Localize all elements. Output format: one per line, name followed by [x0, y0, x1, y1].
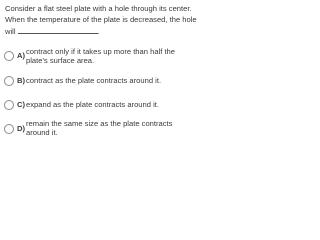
answer-blank [18, 33, 98, 34]
option-b-radio[interactable] [4, 76, 14, 86]
question-card [0, 0, 200, 150]
option-b-text: contract as the plate contracts around it. [26, 76, 162, 85]
option-d[interactable] [4, 118, 198, 138]
option-d-radio[interactable] [4, 124, 14, 134]
option-a-radio[interactable] [4, 51, 14, 61]
option-c[interactable] [4, 100, 198, 120]
question-end-punct: . [97, 26, 100, 36]
option-d-letter: D) [17, 124, 26, 133]
option-c-letter: C) [17, 100, 26, 109]
option-b-letter: B) [17, 76, 26, 85]
option-d-text: remain the same size as the plate contracts around it. [26, 119, 173, 137]
option-c-text: expand as the plate contracts around it. [26, 100, 159, 109]
question-prompt [5, 3, 197, 37]
question-text: Consider a flat steel plate with a hole through its center. When the temperature of the plate is decreased, the hole will [5, 4, 197, 36]
option-a-letter: A) [17, 51, 26, 60]
option-c-radio[interactable] [4, 100, 14, 110]
option-a-text: contract only if it takes up more than half the plate's surface area. [26, 47, 176, 65]
option-a[interactable] [4, 46, 198, 66]
option-b[interactable] [4, 76, 198, 96]
